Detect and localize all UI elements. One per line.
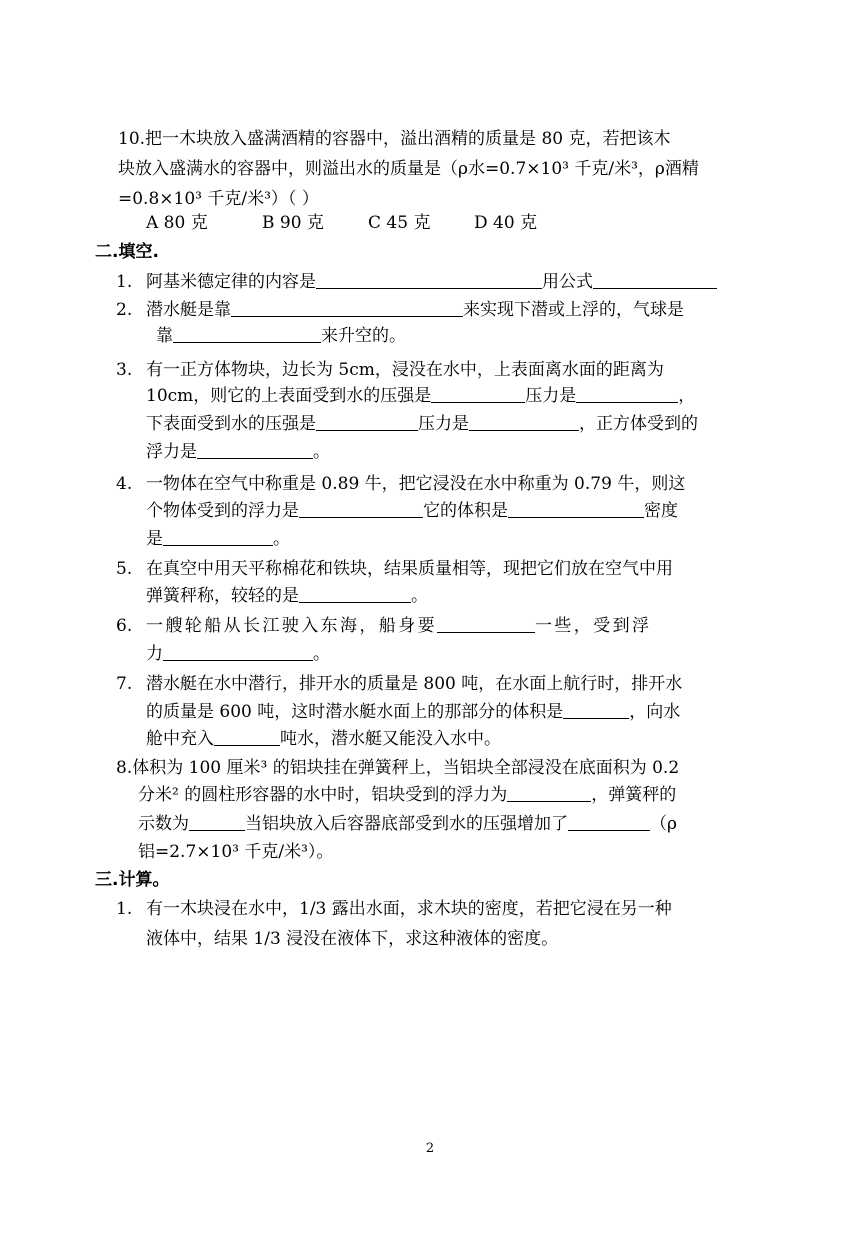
calc-q1-line-2: 液体中，结果 1/3 浸没在液体下，求这种液体的密度。 xyxy=(146,929,559,949)
fill-q2-text-a: 潜水艇是靠 xyxy=(146,300,231,320)
fill-q3-text-2b: 压力是 xyxy=(525,386,577,406)
fill-q3-blank-3[interactable] xyxy=(316,413,418,431)
fill-q3-blank-1[interactable] xyxy=(431,385,525,403)
fill-q7-text-2a: 的质量是 600 吨，这时潜水艇水面上的那部分的体积是 xyxy=(146,702,564,722)
fill-q3-text-2a: 10cm，则它的上表面受到水的压强是 xyxy=(146,386,432,406)
fill-q6-line-2 xyxy=(146,642,330,666)
fill-q3-blank-2[interactable] xyxy=(576,385,678,403)
q10-option-c: C 45 克 xyxy=(368,213,431,233)
fill-q2-text-c: 靠 xyxy=(156,326,173,346)
fill-q3-text-2c: ， xyxy=(678,386,696,406)
fill-q5-line-1 xyxy=(116,557,673,581)
fill-q4-text-2a: 个物体受到的浮力是 xyxy=(146,501,299,521)
fill-q7-text-3b: 吨水，潜水艇又能没入水中。 xyxy=(280,729,501,749)
fill-q7-blank-2[interactable] xyxy=(214,728,280,746)
fill-q4-text-3b: 。 xyxy=(273,529,290,549)
fill-q2-line-2 xyxy=(156,324,406,348)
fill-q4-text-1: 一物体在空气中称重是 0.89 牛，把它浸没在水中称重为 0.79 牛，则这 xyxy=(146,474,686,494)
fill-q8-blank-3[interactable] xyxy=(568,813,650,831)
fill-q4-number: 4. xyxy=(116,474,133,494)
fill-q7-line-1 xyxy=(116,672,682,696)
fill-q3-text-3b: 压力是 xyxy=(418,414,469,434)
fill-q5-text-1: 在真空中用天平称棉花和铁块，结果质量相等，现把它们放在空气中用 xyxy=(146,559,673,579)
fill-q8-line-2 xyxy=(138,783,676,807)
fill-q1-blank-1[interactable] xyxy=(316,271,542,289)
fill-q3-line-4 xyxy=(146,440,330,464)
fill-q6-text-1a: 一艘轮船从长江驶入东海，船身要 xyxy=(146,616,437,636)
fill-q3-text-4b: 。 xyxy=(313,442,330,462)
fill-q6-text-2a: 力 xyxy=(146,644,163,664)
fill-q3-blank-5[interactable] xyxy=(197,441,313,459)
fill-q1-number: 1. xyxy=(116,272,133,292)
fill-q8-line-3 xyxy=(138,812,677,836)
q10-option-b: B 90 克 xyxy=(262,213,324,233)
fill-q2-blank-1[interactable] xyxy=(231,299,463,317)
fill-q7-blank-1[interactable] xyxy=(563,701,629,719)
fill-q5-text-2b: 。 xyxy=(411,586,428,606)
fill-q1-text-b: 用公式 xyxy=(542,272,593,292)
calc-q1-line-1 xyxy=(116,897,672,921)
fill-q7-number: 7. xyxy=(116,674,133,694)
fill-q3-number: 3. xyxy=(116,360,133,380)
fill-q7-text-2b: ，向水 xyxy=(629,702,681,722)
fill-q3-line-1 xyxy=(116,358,664,382)
fill-q4-blank-1[interactable] xyxy=(299,500,423,518)
fill-q3-text-4a: 浮力是 xyxy=(146,442,197,462)
fill-q7-line-2 xyxy=(146,700,680,724)
fill-q8-text-2a: 分米² 的圆柱形容器的水中时，铝块受到的浮力为 xyxy=(138,785,508,805)
fill-q5-number: 5. xyxy=(116,559,133,579)
fill-q1-text-a: 阿基米德定律的内容是 xyxy=(146,272,316,292)
fill-q4-blank-3[interactable] xyxy=(163,528,273,546)
q10-line-1: 10.把一木块放入盛满酒精的容器中，溢出酒精的质量是 80 克，若把该木 xyxy=(118,129,671,149)
fill-q1-line-1 xyxy=(116,270,717,294)
fill-q8-blank-2[interactable] xyxy=(189,813,245,831)
fill-q4-text-2c: 密度 xyxy=(644,501,678,521)
fill-q3-text-1: 有一正方体物块，边长为 5cm，浸没在水中，上表面离水面的距离为 xyxy=(146,360,664,380)
fill-q2-number: 2. xyxy=(116,300,133,320)
fill-q3-text-3c: ，正方体受到的 xyxy=(579,414,698,434)
fill-q4-line-3 xyxy=(146,527,290,551)
fill-q3-line-3 xyxy=(146,412,698,436)
fill-q8-text-2b: ，弹簧秤的 xyxy=(591,785,677,805)
q10-line-3: =0.8×10³ 千克/米³）（ ） xyxy=(118,189,319,209)
page-number: 2 xyxy=(425,1141,435,1156)
fill-q8-line-4: 铝=2.7×10³ 千克/米³）。 xyxy=(138,842,334,862)
fill-q8-line-1: 8.体积为 100 厘米³ 的铝块挂在弹簧秤上，当铝块全部浸没在底面积为 0.2 xyxy=(116,758,680,778)
fill-q6-text-2b: 。 xyxy=(313,644,330,664)
q10-line-2: 块放入盛满水的容器中，则溢出水的质量是（ρ水=0.7×10³ 千克/米³，ρ酒精 xyxy=(118,159,699,179)
fill-q8-text-3c: （ρ xyxy=(650,814,677,834)
fill-q7-text-3a: 舱中充入 xyxy=(146,729,214,749)
fill-q4-line-2 xyxy=(146,499,678,523)
fill-q4-line-1 xyxy=(116,472,685,496)
fill-q3-line-2 xyxy=(146,384,695,408)
fill-q5-line-2 xyxy=(146,584,428,608)
calc-q1-text-1: 有一木块浸在水中，1/3 露出水面，求木块的密度，若把它浸在另一种 xyxy=(146,899,672,919)
fill-q3-text-3a: 下表面受到水的压强是 xyxy=(146,414,316,434)
fill-q4-text-3a: 是 xyxy=(146,529,163,549)
fill-q8-text-3b: 当铝块放入后容器底部受到水的压强增加了 xyxy=(245,814,568,834)
calc-q1-number: 1. xyxy=(116,899,133,919)
section-2-heading: 二.填空. xyxy=(95,242,159,262)
fill-q8-blank-1[interactable] xyxy=(507,784,591,802)
q10-option-d: D 40 克 xyxy=(474,213,538,233)
fill-q5-blank-1[interactable] xyxy=(299,585,411,603)
q10-option-a: A 80 克 xyxy=(146,213,208,233)
fill-q1-blank-2[interactable] xyxy=(593,271,717,289)
fill-q2-text-d: 来升空的。 xyxy=(321,326,406,346)
fill-q6-line-1 xyxy=(116,614,651,638)
fill-q3-blank-4[interactable] xyxy=(469,413,579,431)
fill-q7-text-1: 潜水艇在水中潜行，排开水的质量是 800 吨，在水面上航行时，排开水 xyxy=(146,674,683,694)
fill-q6-text-1b: 一些，受到浮 xyxy=(535,616,652,636)
fill-q2-line-1 xyxy=(116,298,684,322)
fill-q5-text-2a: 弹簧秤称，较轻的是 xyxy=(146,586,299,606)
section-3-heading: 三.计算。 xyxy=(95,870,170,890)
fill-q6-blank-2[interactable] xyxy=(163,643,313,661)
fill-q6-blank-1[interactable] xyxy=(437,615,535,633)
fill-q7-line-3 xyxy=(146,727,501,751)
fill-q4-text-2b: 它的体积是 xyxy=(423,501,508,521)
fill-q6-number: 6. xyxy=(116,616,133,636)
fill-q2-text-b: 来实现下潜或上浮的，气球是 xyxy=(463,300,684,320)
fill-q4-blank-2[interactable] xyxy=(508,500,644,518)
fill-q8-text-3a: 示数为 xyxy=(138,814,189,834)
fill-q2-blank-2[interactable] xyxy=(173,325,321,343)
